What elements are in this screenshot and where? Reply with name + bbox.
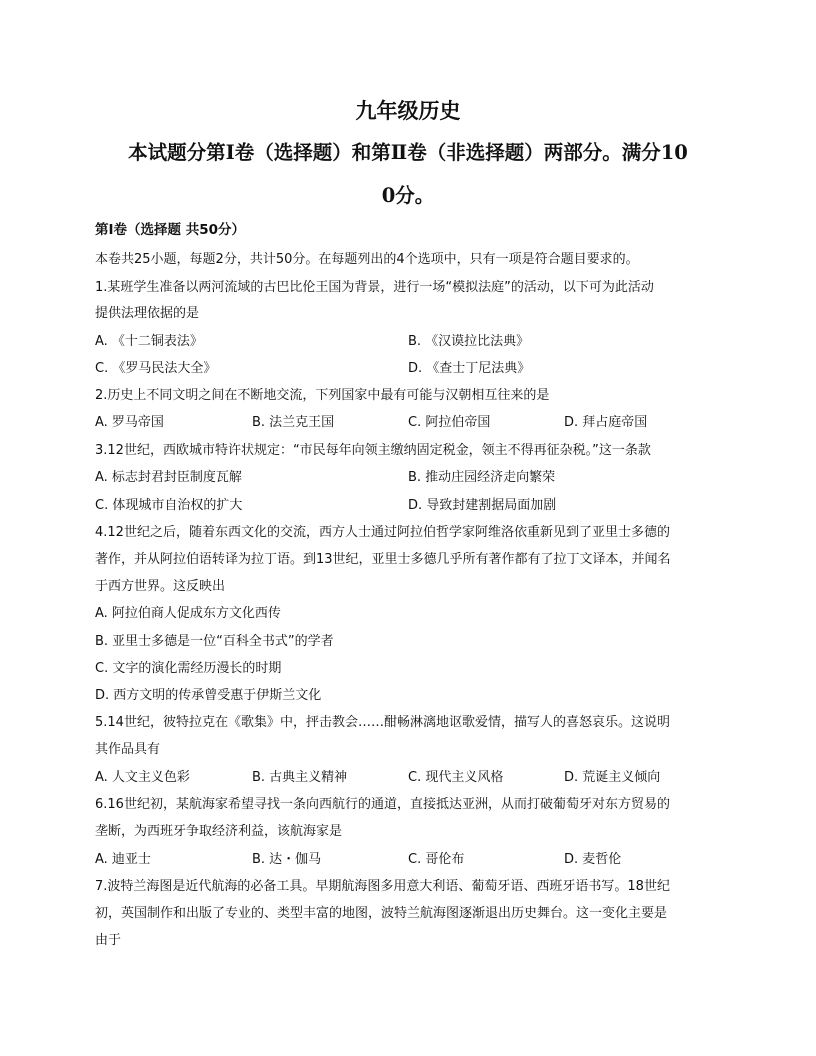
question-6-option-a: A. 迪亚士 [95, 852, 151, 867]
question-7-stem-line2: 初，英国制作和出版了专业的、类型丰富的地图，波特兰航海图逐渐退出历史舞台。这一变化主要是 [95, 906, 668, 921]
question-4-option-d: D. 西方文明的传承曾受惠于伊斯兰文化 [95, 688, 322, 703]
exam-note-line2: 0分。 [381, 184, 435, 207]
question-4-option-a: A. 阿拉伯商人促成东方文化西传 [95, 606, 281, 621]
question-3-option-d: D. 导致封建割据局面加剧 [408, 498, 557, 513]
question-5-option-c: C. 现代主义风格 [408, 770, 504, 785]
question-6-stem-line2: 垄断，为西班牙争取经济利益，该航海家是 [95, 824, 343, 839]
section-instructions: 本卷共25小题，每题2分，共计50分。在每题列出的4个选项中，只有一项是符合题目要求的。 [95, 252, 639, 267]
question-7-stem-line3: 由于 [95, 933, 122, 948]
question-4-stem-line1: 4.12世纪之后，随着东西文化的交流，西方人士通过阿拉伯哲学家阿维洛依重新见到了亚里士多德的 [95, 525, 670, 540]
question-2-stem-line1: 2.历史上不同文明之间在不断地交流，下列国家中最有可能与汉朝相互往来的是 [95, 388, 550, 403]
question-6-option-b: B. 达・伽马 [252, 852, 322, 867]
question-4-stem-line3: 于西方世界。这反映出 [95, 579, 226, 594]
exam-note-line1: 本试题分第Ⅰ卷（选择题）和第Ⅱ卷（非选择题）两部分。满分10 [128, 141, 688, 164]
question-1-stem-line1: 1.某班学生准备以两河流域的古巴比伦王国为背景，进行一场“模拟法庭”的活动，以下可为此活动 [95, 280, 654, 295]
question-5-stem-line1: 5.14世纪，彼特拉克在《歌集》中，抨击教会……酣畅淋漓地讴歌爱情，描写人的喜怒哀乐。这说明 [95, 715, 670, 730]
question-5-option-d: D. 荒诞主义倾向 [564, 770, 661, 785]
question-3-option-c: C. 体现城市自治权的扩大 [95, 498, 243, 513]
question-6-option-c: C. 哥伦布 [408, 852, 465, 867]
question-5-option-a: A. 人文主义色彩 [95, 770, 190, 785]
question-1-option-a: A. 《十二铜表法》 [95, 334, 203, 349]
question-2-option-c: C. 阿拉伯帝国 [408, 415, 491, 430]
question-6-stem-line1: 6.16世纪初，某航海家希望寻找一条向西航行的通道，直接抵达亚洲，从而打破葡萄牙对东方贸易的 [95, 797, 670, 812]
question-5-stem-line2: 其作品具有 [95, 742, 161, 757]
question-1-stem-line2: 提供法理依据的是 [95, 306, 200, 321]
question-7-stem-line1: 7.波特兰海图是近代航海的必备工具。早期航海图多用意大利语、葡萄牙语、西班牙语书写。18世纪 [95, 879, 670, 894]
question-3-option-b: B. 推动庄园经济走向繁荣 [408, 470, 556, 485]
question-2-option-b: B. 法兰克王国 [252, 415, 335, 430]
question-4-option-c: C. 文字的演化需经历漫长的时期 [95, 661, 282, 676]
question-3-stem-line1: 3.12世纪，西欧城市特许状规定：“市民每年向领主缴纳固定税金，领主不得再征杂税。”这一条款 [95, 443, 651, 458]
page-title: 九年级历史 [355, 98, 461, 123]
question-3-option-a: A. 标志封君封臣制度瓦解 [95, 470, 242, 485]
question-4-stem-line2: 著作，并从阿拉伯语转译为拉丁语。到13世纪，亚里士多德几乎所有著作都有了拉丁文译本，并闻名 [95, 552, 671, 567]
question-1-option-d: D. 《查士丁尼法典》 [408, 361, 531, 376]
question-6-option-d: D. 麦哲伦 [564, 852, 622, 867]
question-2-option-d: D. 拜占庭帝国 [564, 415, 648, 430]
question-1-option-b: B. 《汉谟拉比法典》 [408, 334, 530, 349]
question-2-option-a: A. 罗马帝国 [95, 415, 164, 430]
question-4-option-b: B. 亚里士多德是一位“百科全书式”的学者 [95, 634, 334, 649]
question-1-option-c: C. 《罗马民法大全》 [95, 361, 217, 376]
section-heading: 第Ⅰ卷（选择题 共50分） [95, 222, 246, 238]
question-5-option-b: B. 古典主义精神 [252, 770, 348, 785]
